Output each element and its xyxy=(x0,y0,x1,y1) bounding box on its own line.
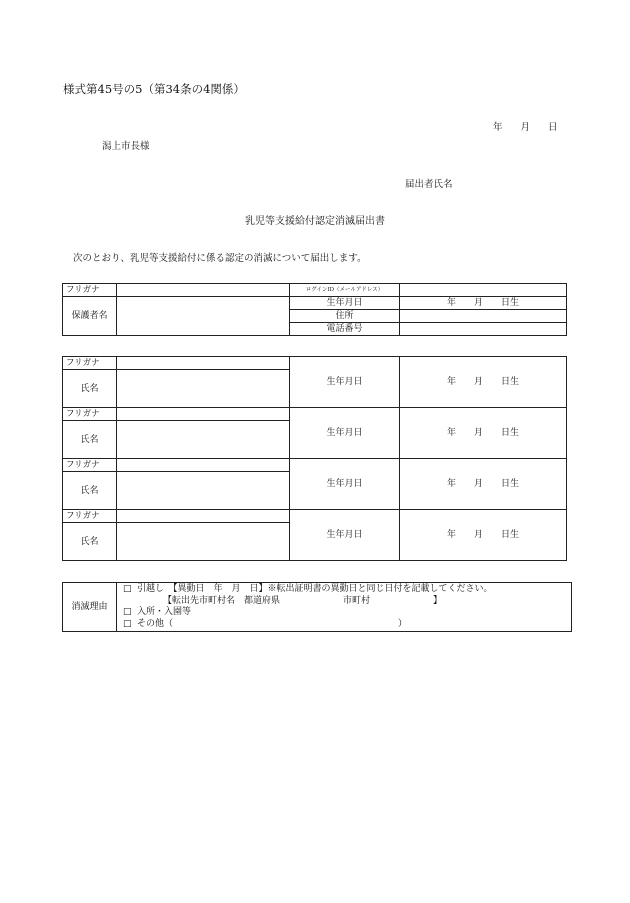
move-checkbox[interactable]: □ xyxy=(123,584,132,594)
guardian-birth-field[interactable]: 年 月 日生 xyxy=(400,297,567,310)
guardian-phone-label: 電話番号 xyxy=(290,323,400,336)
guardian-address-label: 住所 xyxy=(290,310,400,323)
child-3-furigana-field[interactable] xyxy=(117,459,290,472)
child-4-birth-label: 生年月日 xyxy=(290,510,400,561)
child-4-furigana-label: フリガナ xyxy=(63,510,117,523)
child-2-name-field[interactable] xyxy=(117,421,290,459)
child-1-name-field[interactable] xyxy=(117,370,290,408)
other-option-label: その他（ ） xyxy=(137,618,408,629)
child-3-birth-label: 生年月日 xyxy=(290,459,400,510)
guardian-row-furigana xyxy=(63,284,567,297)
child-4-birth-field[interactable]: 年 月 日生 xyxy=(400,510,567,561)
child-2-birth-label: 生年月日 xyxy=(290,408,400,459)
document-title: 乳児等支援給付認定消滅届出書 xyxy=(245,216,385,227)
child-2-birth-field[interactable]: 年 月 日生 xyxy=(400,408,567,459)
child-1-furigana-label: フリガナ xyxy=(63,357,117,370)
date-month: 月 xyxy=(520,122,531,133)
child-3-birth-field[interactable]: 年 月 日生 xyxy=(400,459,567,510)
reason-option-move xyxy=(123,584,565,596)
date-day: 日 xyxy=(548,122,558,133)
reason-option-destination xyxy=(123,596,565,608)
guardian-name-label: 保護者名 xyxy=(63,297,117,336)
login-id-field[interactable] xyxy=(400,284,567,297)
children-table xyxy=(62,356,567,561)
child-3-row-furigana xyxy=(63,459,567,472)
reason-row xyxy=(63,583,572,632)
child-2-furigana-field[interactable] xyxy=(117,408,290,421)
child-3-furigana-label: フリガナ xyxy=(63,459,117,472)
guardian-address-field[interactable] xyxy=(400,310,567,323)
child-2-name-label: 氏名 xyxy=(63,421,117,459)
guardian-row-birth xyxy=(63,297,567,310)
child-2-row-furigana xyxy=(63,408,567,421)
login-id-label: ログインID（メールアドレス） xyxy=(290,284,400,297)
reason-table xyxy=(62,582,572,632)
admission-checkbox[interactable]: □ xyxy=(123,607,132,617)
guardian-birth-label: 生年月日 xyxy=(290,297,400,310)
reason-option-admission xyxy=(123,607,565,619)
child-1-row-furigana xyxy=(63,357,567,370)
guardian-table xyxy=(62,283,567,336)
applicant-name-label: 届出者氏名 xyxy=(405,179,453,190)
intro-text: 次のとおり、乳児等支援給付に係る認定の消滅について届出します。 xyxy=(73,253,367,264)
reason-option-other xyxy=(123,619,565,631)
child-4-name-field[interactable] xyxy=(117,523,290,561)
reason-label: 消滅理由 xyxy=(63,583,117,632)
destination-label: 【転出先市町村名 都道府県 市町村 】 xyxy=(163,595,443,606)
child-1-furigana-field[interactable] xyxy=(117,357,290,370)
reason-options xyxy=(117,583,572,632)
submission-date xyxy=(493,119,558,133)
guardian-furigana-field[interactable] xyxy=(117,284,290,297)
child-1-birth-label: 生年月日 xyxy=(290,357,400,408)
form-number: 様式第45号の5（第34条の4関係） xyxy=(63,82,245,96)
child-1-birth-field[interactable]: 年 月 日生 xyxy=(400,357,567,408)
date-year: 年 xyxy=(493,122,503,133)
child-2-furigana-label: フリガナ xyxy=(63,408,117,421)
guardian-phone-field[interactable] xyxy=(400,323,567,336)
guardian-name-field[interactable] xyxy=(117,297,290,336)
child-1-name-label: 氏名 xyxy=(63,370,117,408)
other-checkbox[interactable]: □ xyxy=(123,618,132,629)
guardian-furigana-label: フリガナ xyxy=(63,284,117,297)
child-4-name-label: 氏名 xyxy=(63,523,117,561)
addressee: 潟上市長様 xyxy=(102,141,150,152)
child-4-row-furigana xyxy=(63,510,567,523)
child-3-name-field[interactable] xyxy=(117,472,290,510)
child-4-furigana-field[interactable] xyxy=(117,510,290,523)
move-option-label: 引越し 【異動日 年 月 日】※転出証明書の異動日と同じ日付を記載してください。 xyxy=(137,584,493,594)
admission-option-label: 入所・入園等 xyxy=(137,607,192,617)
child-3-name-label: 氏名 xyxy=(63,472,117,510)
